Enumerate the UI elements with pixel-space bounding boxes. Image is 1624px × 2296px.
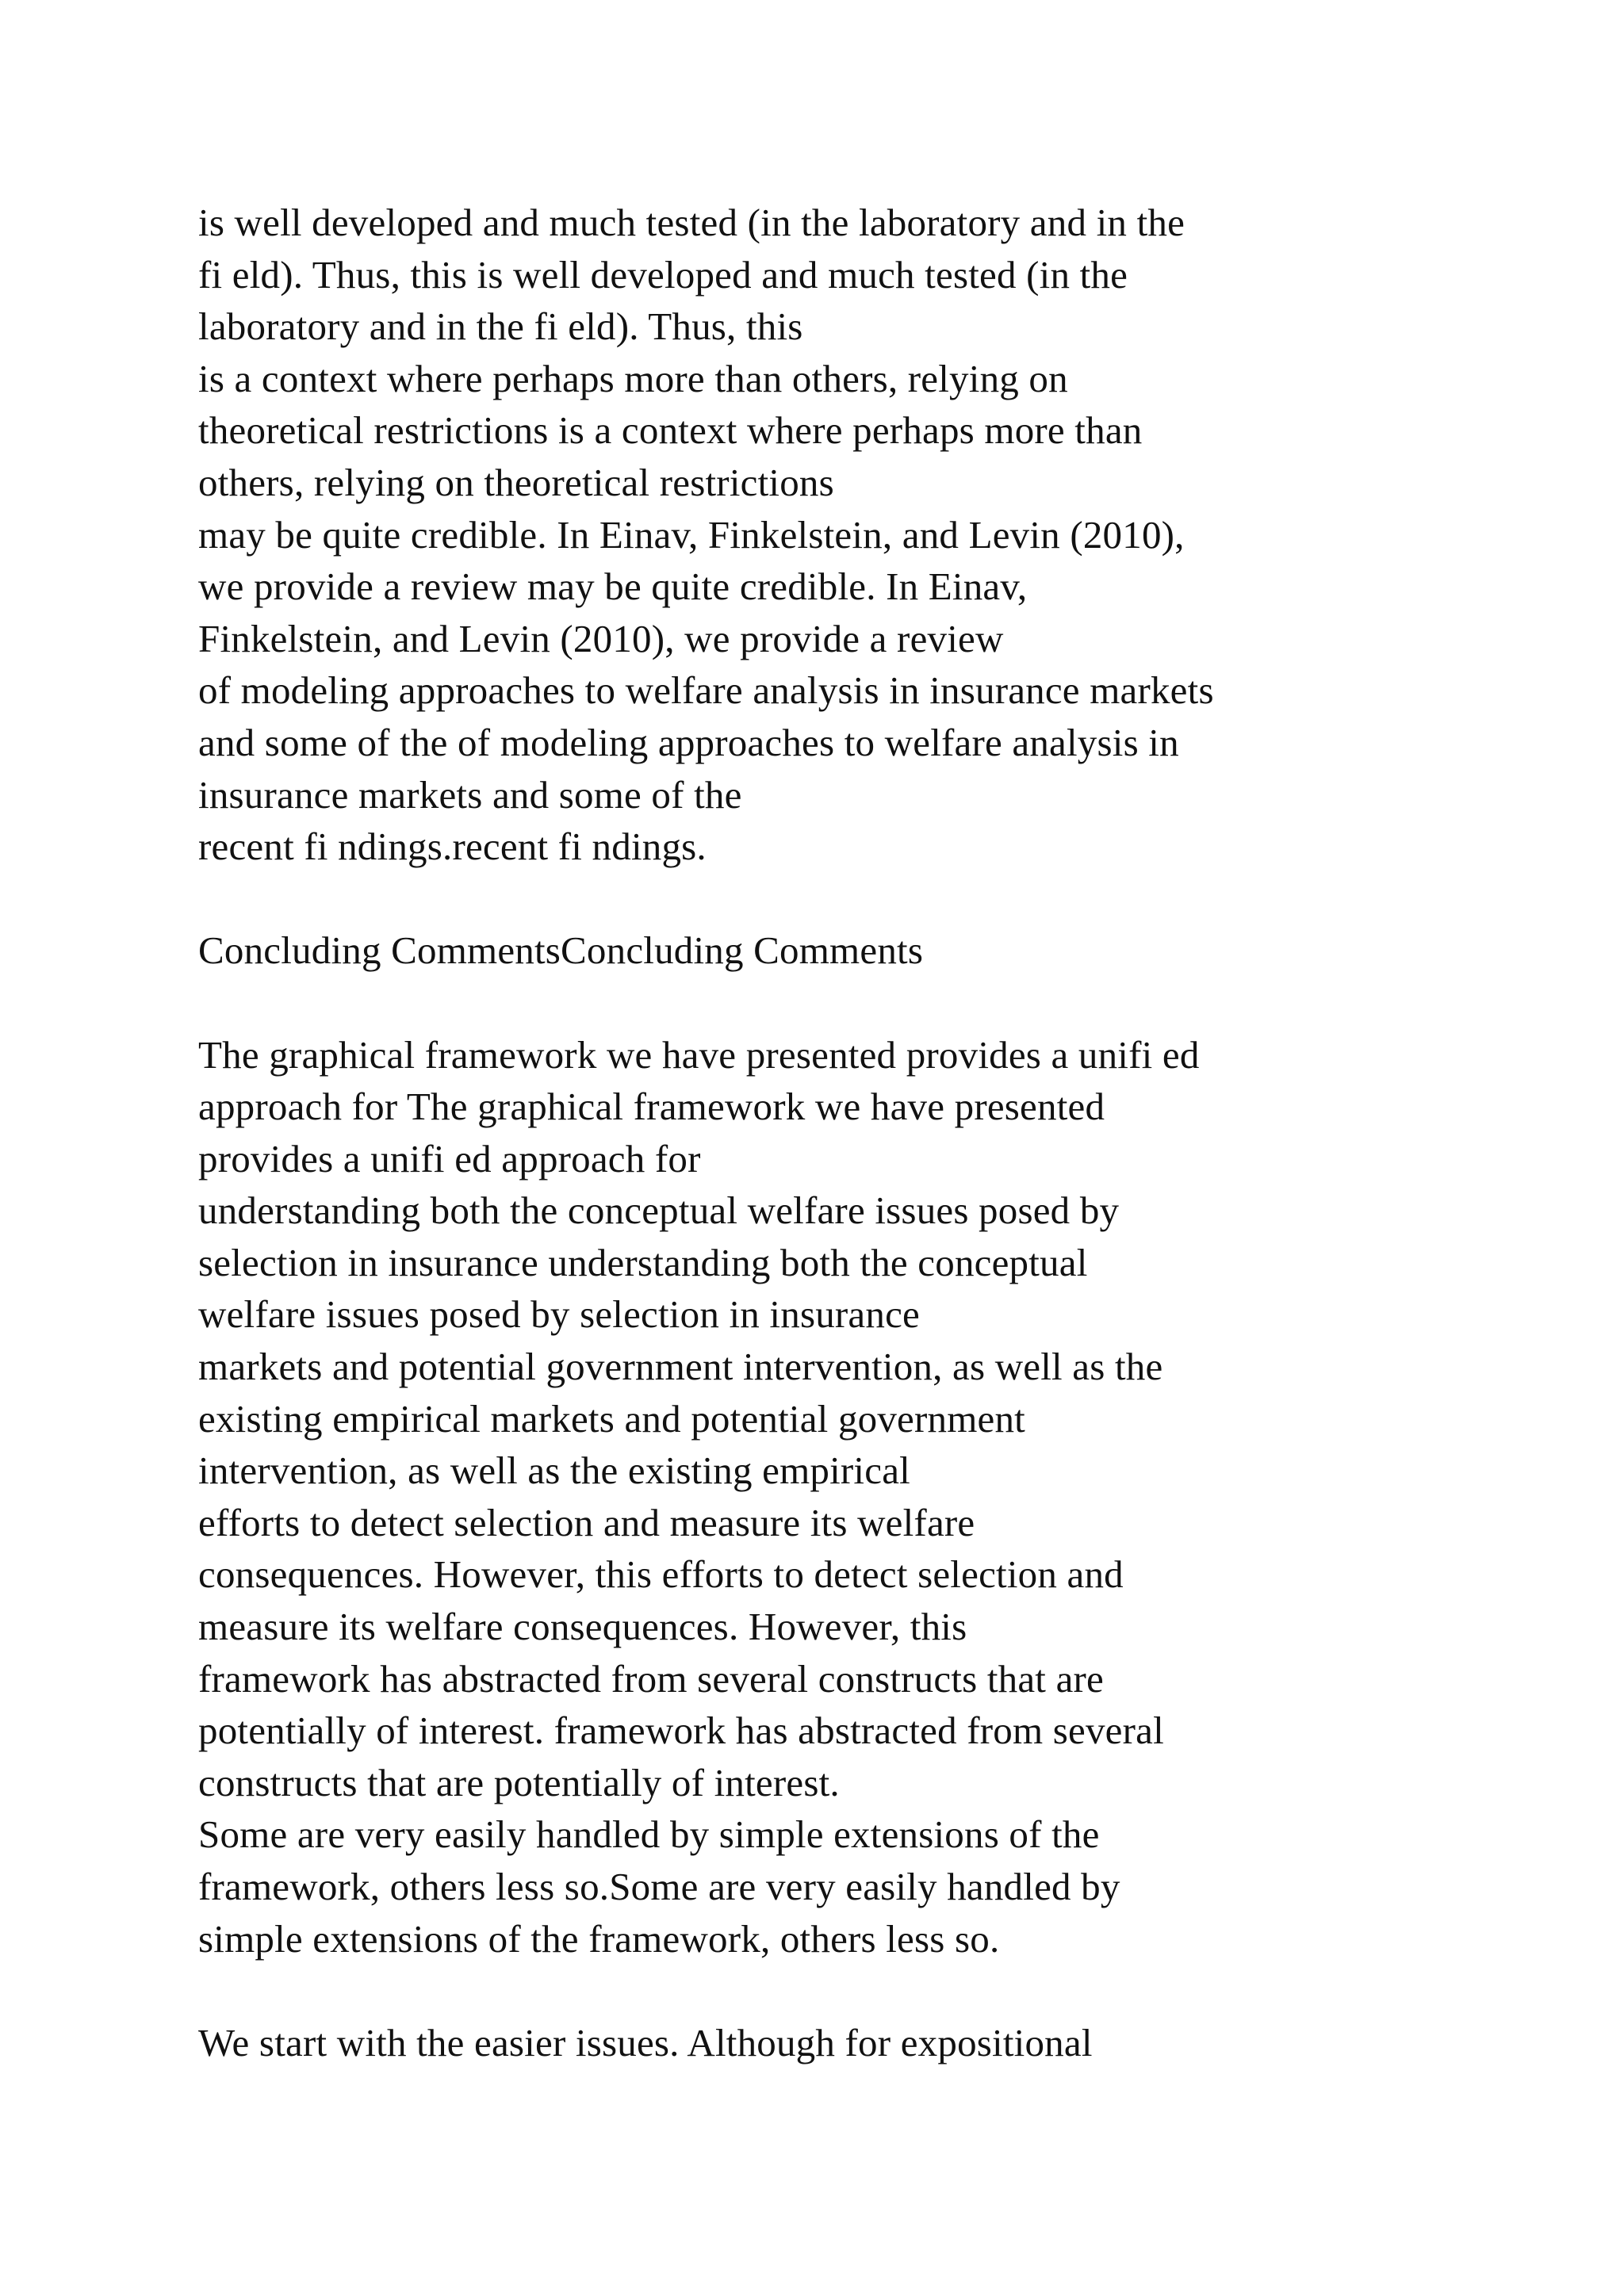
text-line: constructs that are potentially of interest. bbox=[198, 1760, 840, 1804]
text-line: Finkelstein, and Levin (2010), we provide a review bbox=[198, 616, 1004, 660]
text-line: is well developed and much tested (in the laboratory and in the bbox=[198, 201, 1185, 244]
text-line: we provide a review may be quite credible. In Einav, bbox=[198, 564, 1028, 609]
paragraph-gap bbox=[198, 873, 1507, 925]
text-line: theoretical restrictions is a context where perhaps more than bbox=[198, 408, 1143, 453]
text-line: simple extensions of the framework, others less so. bbox=[198, 1916, 1000, 1961]
text-line: provides a unifi ed approach for bbox=[198, 1136, 701, 1181]
text-line: intervention, as well as the existing empirical bbox=[198, 1448, 910, 1493]
paragraph-gap bbox=[198, 1965, 1507, 2017]
text-line: We start with the easier issues. Although for expositional bbox=[198, 2020, 1093, 2064]
section-heading: Concluding CommentsConcluding Comments bbox=[198, 928, 924, 973]
text-line: framework has abstracted from several constructs that are bbox=[198, 1656, 1104, 1701]
text-line: approach for The graphical framework we have presented bbox=[198, 1085, 1105, 1129]
text-line: insurance markets and some of the bbox=[198, 772, 742, 817]
text-line: measure its welfare consequences. However, this bbox=[198, 1605, 967, 1649]
text-line: potentially of interest. framework has abstracted from several bbox=[198, 1709, 1164, 1753]
text-line: framework, others less so.Some are very easily handled by bbox=[198, 1865, 1120, 1908]
text-line: markets and potential government intervention, as well as the bbox=[198, 1345, 1163, 1389]
paragraph-gap bbox=[198, 977, 1507, 1029]
text-line: selection in insurance understanding both the conceptual bbox=[198, 1240, 1088, 1284]
text-line: laboratory and in the fi eld). Thus, this bbox=[198, 304, 803, 349]
document-text bbox=[198, 197, 1507, 2068]
text-line: understanding both the conceptual welfare issues posed by bbox=[198, 1188, 1120, 1233]
text-line: may be quite credible. In Einav, Finkelstein, and Levin (2010), bbox=[198, 512, 1185, 557]
text-line: The graphical framework we have presented provides a unifi ed bbox=[198, 1032, 1200, 1077]
text-line: fi eld). Thus, this is well developed and much tested (in the bbox=[198, 252, 1128, 297]
text-line: consequences. However, this efforts to detect selection and bbox=[198, 1552, 1124, 1597]
text-line: Some are very easily handled by simple extensions of the bbox=[198, 1812, 1100, 1857]
text-line: is a context where perhaps more than others, relying on bbox=[198, 356, 1068, 400]
text-line: existing empirical markets and potential government bbox=[198, 1396, 1025, 1441]
text-line: others, relying on theoretical restrictions bbox=[198, 460, 834, 504]
text-line: recent fi ndings.recent fi ndings. bbox=[198, 825, 707, 869]
text-line: welfare issues posed by selection in insurance bbox=[198, 1292, 920, 1337]
text-line: efforts to detect selection and measure its welfare bbox=[198, 1500, 975, 1544]
text-line: and some of the of modeling approaches to welfare analysis in bbox=[198, 720, 1179, 764]
text-line: of modeling approaches to welfare analysis in insurance markets bbox=[198, 668, 1214, 713]
